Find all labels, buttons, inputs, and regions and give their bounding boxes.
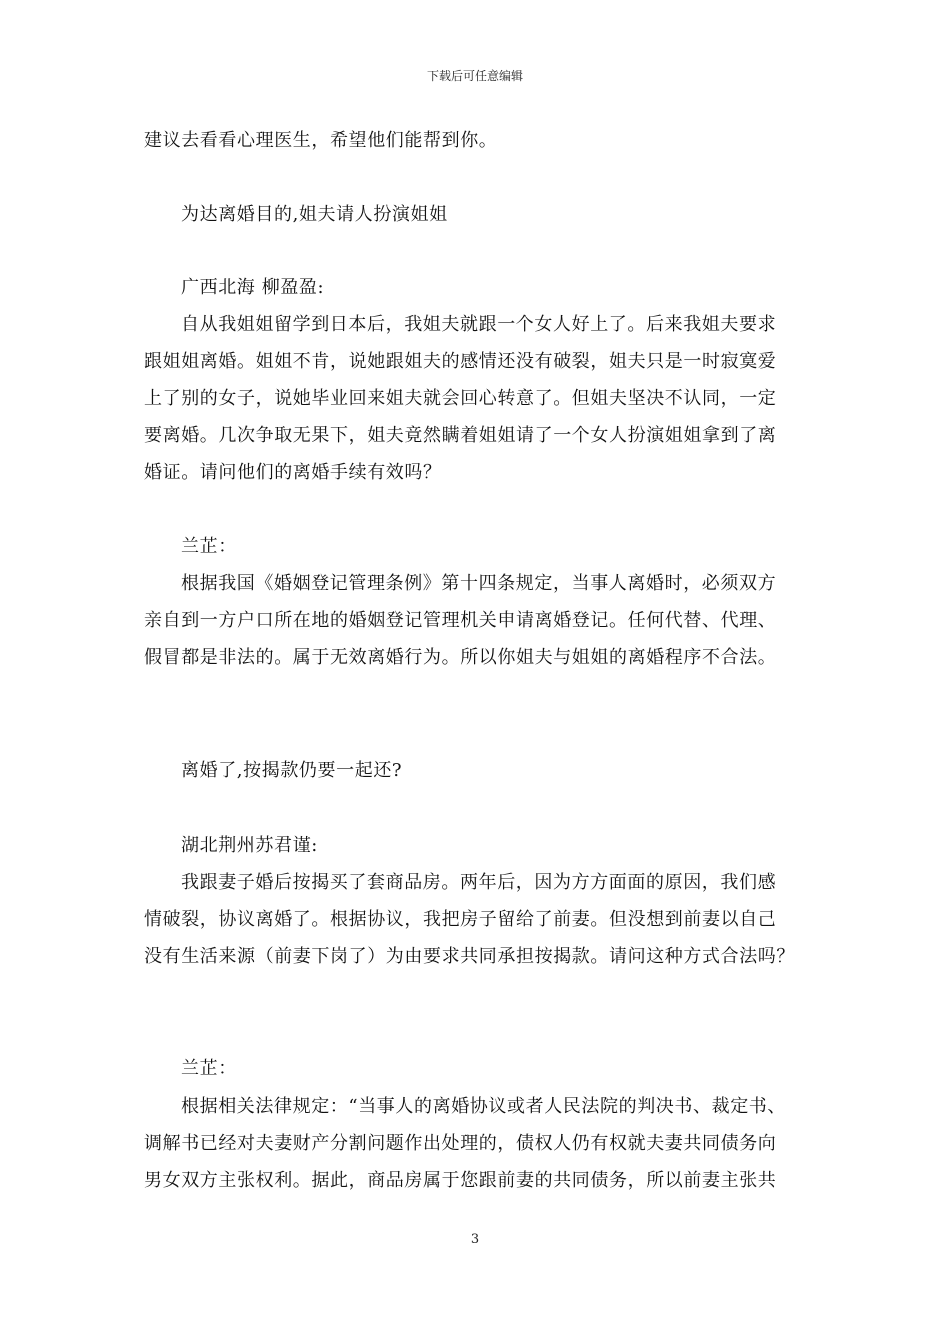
question-author: 湖北荆州苏君谨: — [181, 835, 318, 856]
paragraph-line: 我跟妻子婚后按揭买了套商品房。两年后，因为方方面面的原因，我们感 — [181, 872, 777, 893]
page-number: 3 — [470, 1232, 480, 1247]
paragraph-line: 男女双方主张权利。据此，商品房属于您跟前妻的共同债务，所以前妻主张共 — [144, 1170, 777, 1191]
paragraph-line: 自从我姐姐留学到日本后，我姐夫就跟一个女人好上了。后来我姐夫要求 — [181, 314, 777, 335]
paragraph-line: 调解书已经对夫妻财产分割问题作出处理的，债权人仍有权就夫妻共同债务向 — [144, 1133, 777, 1154]
page-header: 下载后可任意编辑 — [426, 69, 523, 83]
paragraph-line: 根据我国《婚姻登记管理条例》第十四条规定，当事人离婚时，必须双方 — [181, 573, 777, 594]
section-heading: 为达离婚目的,姐夫请人扮演姐姐 — [181, 204, 448, 225]
paragraph-line: 婚证。请问他们的离婚手续有效吗？ — [144, 462, 442, 483]
paragraph-line: 要离婚。几次争取无果下，姐夫竟然瞒着姐姐请了一个女人扮演姐姐拿到了离 — [144, 425, 777, 446]
paragraph-line: 上了别的女子，说她毕业回来姐夫就会回心转意了。但姐夫坚决不认同，一定 — [144, 388, 777, 409]
question-author: 广西北海 柳盈盈: — [181, 277, 325, 298]
paragraph-line: 亲自到一方户口所在地的婚姻登记管理机关申请离婚登记。任何代替、代理、 — [144, 610, 777, 631]
answer-author: 兰芷： — [181, 536, 237, 557]
answer-author: 兰芷： — [181, 1058, 237, 1079]
paragraph-line: 根据相关法律规定：“当事人的离婚协议或者人民法院的判决书、裁定书、 — [181, 1096, 786, 1117]
paragraph-line: 没有生活来源（前妻下岗了）为由要求共同承担按揭款。请问这种方式合法吗？ — [144, 946, 795, 967]
paragraph-line: 跟姐姐离婚。姐姐不肯，说她跟姐夫的感情还没有破裂，姐夫只是一时寂寞爱 — [144, 351, 777, 372]
section-heading: 离婚了,按揭款仍要一起还? — [181, 760, 403, 781]
paragraph-line: 建议去看看心理医生，希望他们能帮到你。 — [144, 130, 498, 151]
paragraph-line: 假冒都是非法的。属于无效离婚行为。所以你姐夫与姐姐的离婚程序不合法。 — [144, 647, 777, 668]
paragraph-line: 情破裂，协议离婚了。根据协议，我把房子留给了前妻。但没想到前妻以自己 — [144, 909, 777, 930]
